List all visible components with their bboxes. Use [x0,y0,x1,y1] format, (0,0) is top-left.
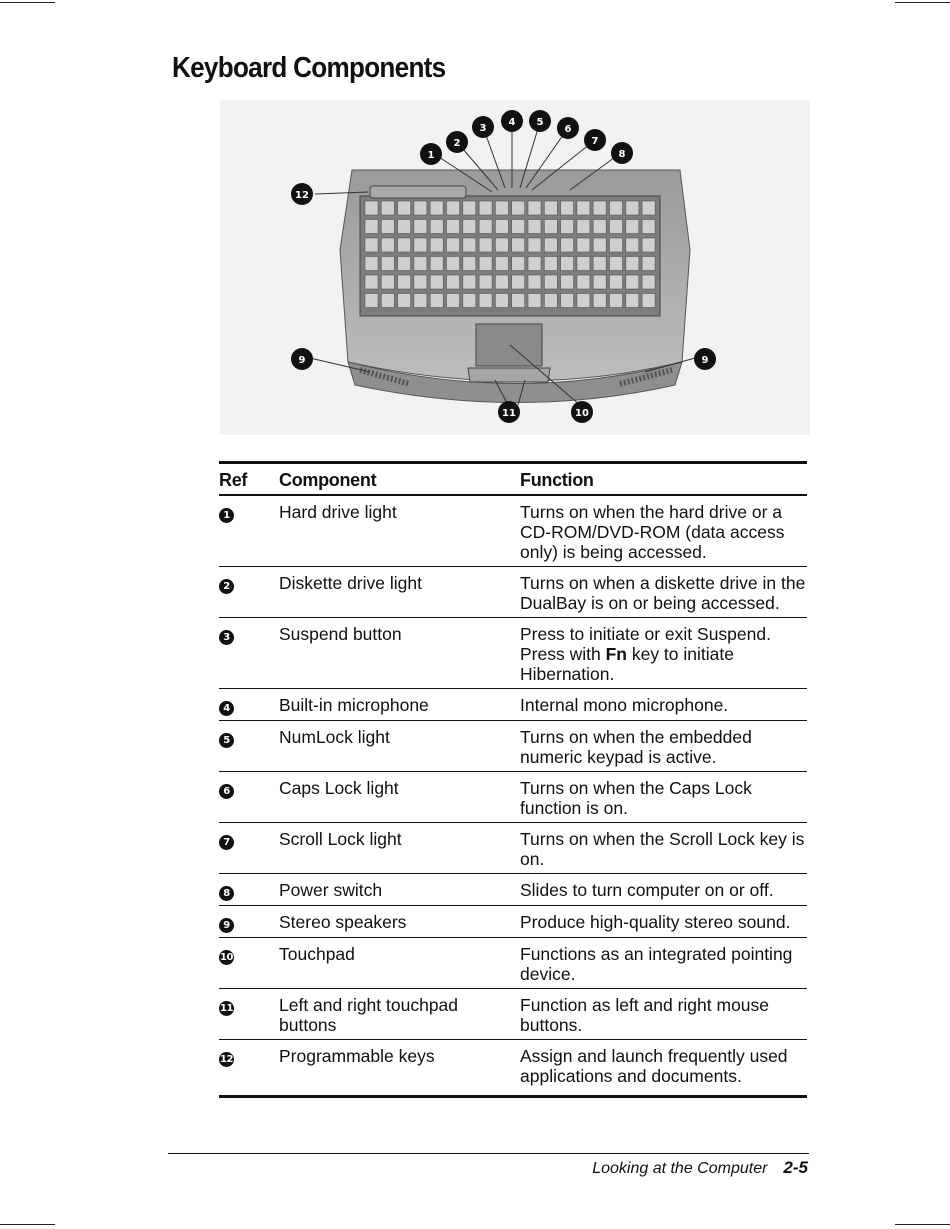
callout-label: 11 [502,408,516,419]
key [593,201,606,215]
key [642,275,655,289]
callout-label: 5 [536,117,544,128]
key [610,257,623,271]
key [528,275,541,289]
key [610,275,623,289]
key [398,275,411,289]
key [626,294,639,308]
key [398,238,411,252]
component-cell: Left and right touchpad buttons [279,989,520,1040]
header-ref: Ref [219,463,279,496]
key [495,257,508,271]
key [610,294,623,308]
key [430,257,443,271]
ref-marker: 10 [220,952,233,963]
key [593,238,606,252]
function-cell: Turns on when the Scroll Lock key is on. [520,823,807,874]
callout-label: 2 [453,138,461,149]
function-cell: Produce high-quality stereo sound. [520,906,807,938]
header-component: Component [279,463,520,496]
key [381,201,394,215]
key [642,294,655,308]
key [398,294,411,308]
key [495,275,508,289]
key [414,275,427,289]
key [414,220,427,234]
key [381,275,394,289]
crop-mark [0,1224,55,1225]
callout-label: 4 [508,117,516,128]
ref-marker: 2 [219,579,234,594]
component-cell: Hard drive light [279,495,520,567]
key [544,201,557,215]
key [365,220,378,234]
ref-marker: 3 [219,630,234,645]
function-cell [520,618,807,689]
table-row [219,823,807,874]
ref-marker: 4 [219,701,234,716]
crop-mark [895,1224,950,1225]
component-cell: Programmable keys [279,1040,520,1097]
table-row [219,689,807,721]
key [430,220,443,234]
key [561,294,574,308]
key [381,294,394,308]
key [512,275,525,289]
key [544,220,557,234]
component-cell: Scroll Lock light [279,823,520,874]
key [626,201,639,215]
key [495,238,508,252]
key [512,257,525,271]
callout-label: 10 [575,408,589,419]
function-cell: Slides to turn computer on or off. [520,874,807,906]
key [512,238,525,252]
function-cell: Turns on when a diskette drive in the DualBay is on or being accessed. [520,567,807,618]
table-row [219,721,807,772]
ref-marker: 5 [219,733,234,748]
table-row [219,567,807,618]
component-cell: Stereo speakers [279,906,520,938]
function-cell: Assign and launch frequently used applications and documents. [520,1040,807,1097]
key [365,238,378,252]
key [495,220,508,234]
components-table [219,461,807,1098]
key [577,201,590,215]
key [544,238,557,252]
key [528,257,541,271]
function-cell: Turns on when the hard drive or a CD-ROM/DVD-ROM (data access only) is being accessed. [520,495,807,567]
key [430,238,443,252]
key [512,220,525,234]
key [430,294,443,308]
function-cell: Functions as an integrated pointing device. [520,938,807,989]
table-row [219,618,807,689]
key [365,257,378,271]
key [512,294,525,308]
function-cell: Function as left and right mouse buttons. [520,989,807,1040]
key [561,238,574,252]
key [642,238,655,252]
key [381,220,394,234]
fn-key-label: Fn [605,644,627,664]
function-text: Press to initiate or exit Suspend. Press with [520,624,771,664]
component-cell: Diskette drive light [279,567,520,618]
callout-label: 1 [427,150,435,161]
function-cell: Turns on when the embedded numeric keypad is active. [520,721,807,772]
key [398,220,411,234]
key [577,294,590,308]
crop-mark [0,2,55,3]
callout-label: 8 [618,149,626,160]
key [447,201,460,215]
ref-marker: 11 [220,1003,233,1014]
page-number: 2-5 [783,1158,808,1177]
ref-marker: 9 [219,918,234,933]
key [463,201,476,215]
callout-label: 6 [564,124,572,135]
component-cell: Touchpad [279,938,520,989]
table-row [219,1040,807,1097]
component-cell: Built-in microphone [279,689,520,721]
footer-section-title: Looking at the Computer [592,1160,768,1177]
callout-label: 9 [298,355,306,366]
table-header-row [219,463,807,496]
footer-rule [168,1153,809,1154]
function-cell: Turns on when the Caps Lock function is on. [520,772,807,823]
key [398,257,411,271]
key [414,257,427,271]
key [626,257,639,271]
ref-marker: 8 [219,886,234,901]
table-row [219,874,807,906]
key [381,238,394,252]
key [610,220,623,234]
key [365,294,378,308]
ref-marker: 6 [219,784,234,799]
key [430,201,443,215]
key [642,220,655,234]
key [447,275,460,289]
key [463,238,476,252]
key [577,220,590,234]
key [512,201,525,215]
key [642,257,655,271]
key [642,201,655,215]
key [479,238,492,252]
table-row [219,772,807,823]
key [479,294,492,308]
callout-label: 12 [295,190,309,201]
page-footer [592,1158,808,1178]
key [495,201,508,215]
component-cell: Suspend button [279,618,520,689]
key [495,294,508,308]
key [381,257,394,271]
header-function: Function [520,463,807,496]
key [463,220,476,234]
table-row [219,938,807,989]
key [528,201,541,215]
table-row [219,989,807,1040]
key [561,220,574,234]
key [561,275,574,289]
key [528,220,541,234]
callout-label: 7 [591,136,599,147]
key [544,275,557,289]
key [447,238,460,252]
key [430,275,443,289]
key [544,257,557,271]
key [561,201,574,215]
components-table-container [219,461,807,1098]
callout-label: 9 [701,355,709,366]
key [561,257,574,271]
keyboard-illustration [220,100,810,435]
key [365,275,378,289]
key [528,294,541,308]
key [528,238,541,252]
key [365,201,378,215]
component-cell: Power switch [279,874,520,906]
ref-marker: 7 [219,835,234,850]
key [463,294,476,308]
component-cell: Caps Lock light [279,772,520,823]
key [626,275,639,289]
component-cell: NumLock light [279,721,520,772]
key [447,294,460,308]
key [593,294,606,308]
key [626,238,639,252]
key [398,201,411,215]
function-text: key to initiate Hibernation. [520,644,734,684]
page-title: Keyboard Components [172,52,446,84]
key [577,238,590,252]
key [593,257,606,271]
ref-marker: 12 [220,1054,233,1065]
key [577,257,590,271]
laptop-keyboard-drawing [220,100,810,435]
key [463,257,476,271]
key [447,220,460,234]
key [479,257,492,271]
ref-marker: 1 [219,508,234,523]
table-row [219,495,807,567]
key [447,257,460,271]
key [610,201,623,215]
key [479,275,492,289]
key [610,238,623,252]
crop-mark [895,2,950,3]
key [479,220,492,234]
key [414,294,427,308]
key [414,238,427,252]
key [479,201,492,215]
key [593,220,606,234]
key [463,275,476,289]
table-row [219,906,807,938]
key [544,294,557,308]
callout-label: 3 [479,123,487,134]
key [593,275,606,289]
key [414,201,427,215]
key [577,275,590,289]
key [626,220,639,234]
function-cell: Internal mono microphone. [520,689,807,721]
